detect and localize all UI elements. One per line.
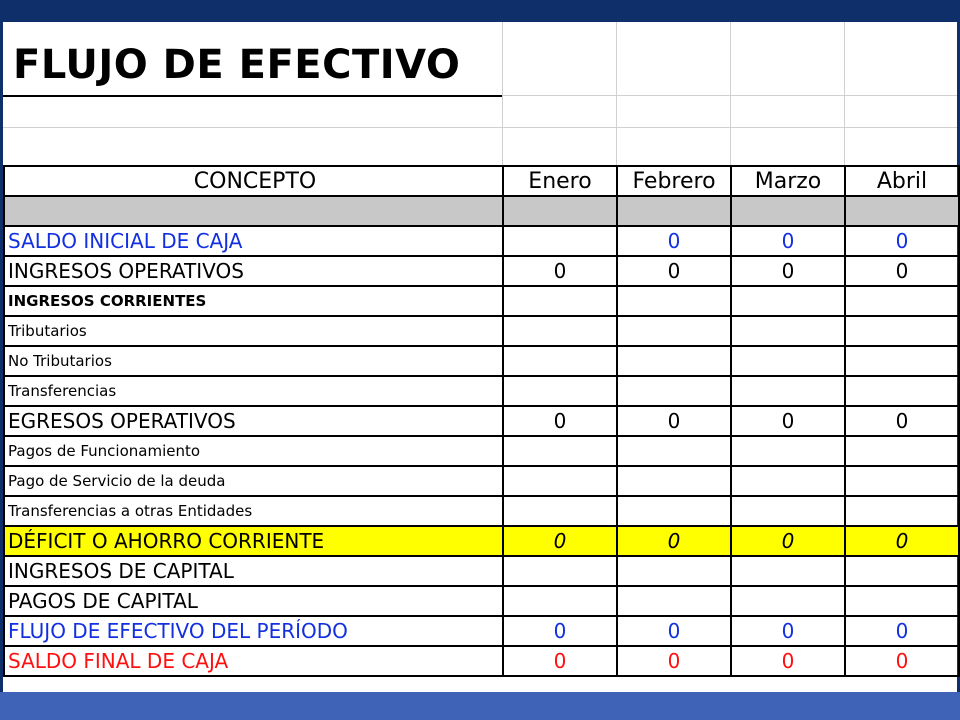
cell[interactable] bbox=[4, 196, 503, 226]
row-ingresos-operativos bbox=[4, 256, 959, 286]
row-value[interactable] bbox=[503, 346, 617, 376]
row-deficit-ahorro bbox=[4, 526, 959, 556]
row-value[interactable] bbox=[845, 586, 959, 616]
row-pagos-capital bbox=[4, 586, 959, 616]
gridline bbox=[502, 95, 957, 96]
cell[interactable] bbox=[503, 196, 617, 226]
row-value[interactable]: 0 bbox=[503, 526, 617, 556]
row-value[interactable] bbox=[731, 496, 845, 526]
row-label[interactable]: FLUJO DE EFECTIVO DEL PERÍODO bbox=[4, 616, 503, 646]
title-cell[interactable] bbox=[3, 22, 502, 97]
row-value[interactable] bbox=[845, 466, 959, 496]
row-flujo-periodo bbox=[4, 616, 959, 646]
row-value[interactable] bbox=[503, 436, 617, 466]
row-label[interactable]: INGRESOS DE CAPITAL bbox=[4, 556, 503, 586]
cash-flow-table bbox=[3, 165, 960, 677]
row-value[interactable] bbox=[731, 286, 845, 316]
cell[interactable] bbox=[617, 196, 731, 226]
row-value[interactable]: 0 bbox=[503, 616, 617, 646]
row-ingresos-capital bbox=[4, 556, 959, 586]
row-value[interactable]: 0 bbox=[731, 406, 845, 436]
row-value[interactable] bbox=[731, 346, 845, 376]
row-pago-servicio-deuda bbox=[4, 466, 959, 496]
header-marzo[interactable]: Marzo bbox=[731, 166, 845, 196]
header-enero[interactable]: Enero bbox=[503, 166, 617, 196]
row-value[interactable]: 0 bbox=[617, 406, 731, 436]
row-value[interactable]: 0 bbox=[731, 226, 845, 256]
gridline bbox=[844, 22, 845, 165]
row-value[interactable] bbox=[503, 376, 617, 406]
row-value[interactable]: 0 bbox=[731, 646, 845, 676]
row-label[interactable]: DÉFICIT O AHORRO CORRIENTE bbox=[4, 526, 503, 556]
row-no-tributarios bbox=[4, 346, 959, 376]
row-value[interactable] bbox=[731, 586, 845, 616]
row-label[interactable]: PAGOS DE CAPITAL bbox=[4, 586, 503, 616]
row-value[interactable] bbox=[617, 346, 731, 376]
spreadsheet bbox=[3, 22, 957, 692]
row-label[interactable]: Pago de Servicio de la deuda bbox=[4, 466, 503, 496]
row-value[interactable]: 0 bbox=[845, 646, 959, 676]
row-label[interactable]: SALDO INICIAL DE CAJA bbox=[4, 226, 503, 256]
row-value[interactable]: 0 bbox=[617, 256, 731, 286]
row-value[interactable]: 0 bbox=[503, 256, 617, 286]
row-value[interactable]: 0 bbox=[503, 406, 617, 436]
cell[interactable] bbox=[845, 196, 959, 226]
row-value[interactable]: 0 bbox=[503, 646, 617, 676]
row-value[interactable] bbox=[617, 496, 731, 526]
separator-row bbox=[4, 196, 959, 226]
row-value[interactable]: 0 bbox=[617, 226, 731, 256]
row-value[interactable] bbox=[731, 466, 845, 496]
row-label[interactable]: No Tributarios bbox=[4, 346, 503, 376]
row-ingresos-corrientes bbox=[4, 286, 959, 316]
row-value[interactable]: 0 bbox=[617, 526, 731, 556]
row-egresos-operativos bbox=[4, 406, 959, 436]
row-value[interactable] bbox=[617, 556, 731, 586]
row-value[interactable] bbox=[731, 316, 845, 346]
row-value[interactable]: 0 bbox=[617, 646, 731, 676]
row-value[interactable] bbox=[503, 496, 617, 526]
row-value[interactable]: 0 bbox=[731, 256, 845, 286]
row-value[interactable] bbox=[503, 586, 617, 616]
header-row bbox=[4, 166, 959, 196]
row-value[interactable] bbox=[617, 376, 731, 406]
row-value[interactable] bbox=[617, 316, 731, 346]
row-value[interactable] bbox=[503, 466, 617, 496]
row-value[interactable] bbox=[503, 556, 617, 586]
row-value[interactable] bbox=[617, 286, 731, 316]
row-label[interactable]: Transferencias a otras Entidades bbox=[4, 496, 503, 526]
row-value[interactable] bbox=[617, 436, 731, 466]
row-value[interactable] bbox=[503, 316, 617, 346]
row-label[interactable]: EGRESOS OPERATIVOS bbox=[4, 406, 503, 436]
row-value[interactable] bbox=[731, 556, 845, 586]
row-value[interactable] bbox=[845, 346, 959, 376]
row-label[interactable]: Tributarios bbox=[4, 316, 503, 346]
row-label[interactable]: INGRESOS CORRIENTES bbox=[4, 286, 503, 316]
row-value[interactable] bbox=[845, 316, 959, 346]
gridline bbox=[3, 127, 957, 128]
row-value[interactable] bbox=[731, 376, 845, 406]
row-saldo-final bbox=[4, 646, 959, 676]
row-value[interactable] bbox=[845, 376, 959, 406]
gridline bbox=[730, 22, 731, 165]
gridline bbox=[616, 22, 617, 165]
row-value[interactable] bbox=[617, 586, 731, 616]
row-value[interactable] bbox=[731, 436, 845, 466]
row-value[interactable] bbox=[503, 286, 617, 316]
top-frame-band bbox=[0, 0, 960, 22]
row-label[interactable]: SALDO FINAL DE CAJA bbox=[4, 646, 503, 676]
row-label[interactable]: Transferencias bbox=[4, 376, 503, 406]
row-value[interactable]: 0 bbox=[845, 226, 959, 256]
header-concept[interactable]: CONCEPTO bbox=[4, 166, 503, 196]
row-value[interactable]: 0 bbox=[617, 616, 731, 646]
row-label[interactable]: INGRESOS OPERATIVOS bbox=[4, 256, 503, 286]
row-value[interactable] bbox=[617, 466, 731, 496]
row-value[interactable]: 0 bbox=[845, 256, 959, 286]
header-abril[interactable]: Abril bbox=[845, 166, 959, 196]
row-value[interactable] bbox=[503, 226, 617, 256]
row-value[interactable]: 0 bbox=[731, 616, 845, 646]
row-value[interactable]: 0 bbox=[845, 616, 959, 646]
row-value[interactable] bbox=[845, 436, 959, 466]
page-title: FLUJO DE EFECTIVO bbox=[13, 42, 461, 88]
row-tributarios bbox=[4, 316, 959, 346]
row-transferencias-entidades bbox=[4, 496, 959, 526]
row-value[interactable] bbox=[845, 556, 959, 586]
row-label[interactable]: Pagos de Funcionamiento bbox=[4, 436, 503, 466]
row-transferencias bbox=[4, 376, 959, 406]
gridline bbox=[502, 22, 503, 165]
row-value[interactable]: 0 bbox=[731, 526, 845, 556]
row-value[interactable]: 0 bbox=[845, 526, 959, 556]
row-saldo-inicial bbox=[4, 226, 959, 256]
header-febrero[interactable]: Febrero bbox=[617, 166, 731, 196]
row-value[interactable]: 0 bbox=[845, 406, 959, 436]
cell[interactable] bbox=[731, 196, 845, 226]
bottom-frame-band bbox=[0, 692, 960, 720]
row-value[interactable] bbox=[845, 286, 959, 316]
row-value[interactable] bbox=[845, 496, 959, 526]
row-pagos-funcionamiento bbox=[4, 436, 959, 466]
